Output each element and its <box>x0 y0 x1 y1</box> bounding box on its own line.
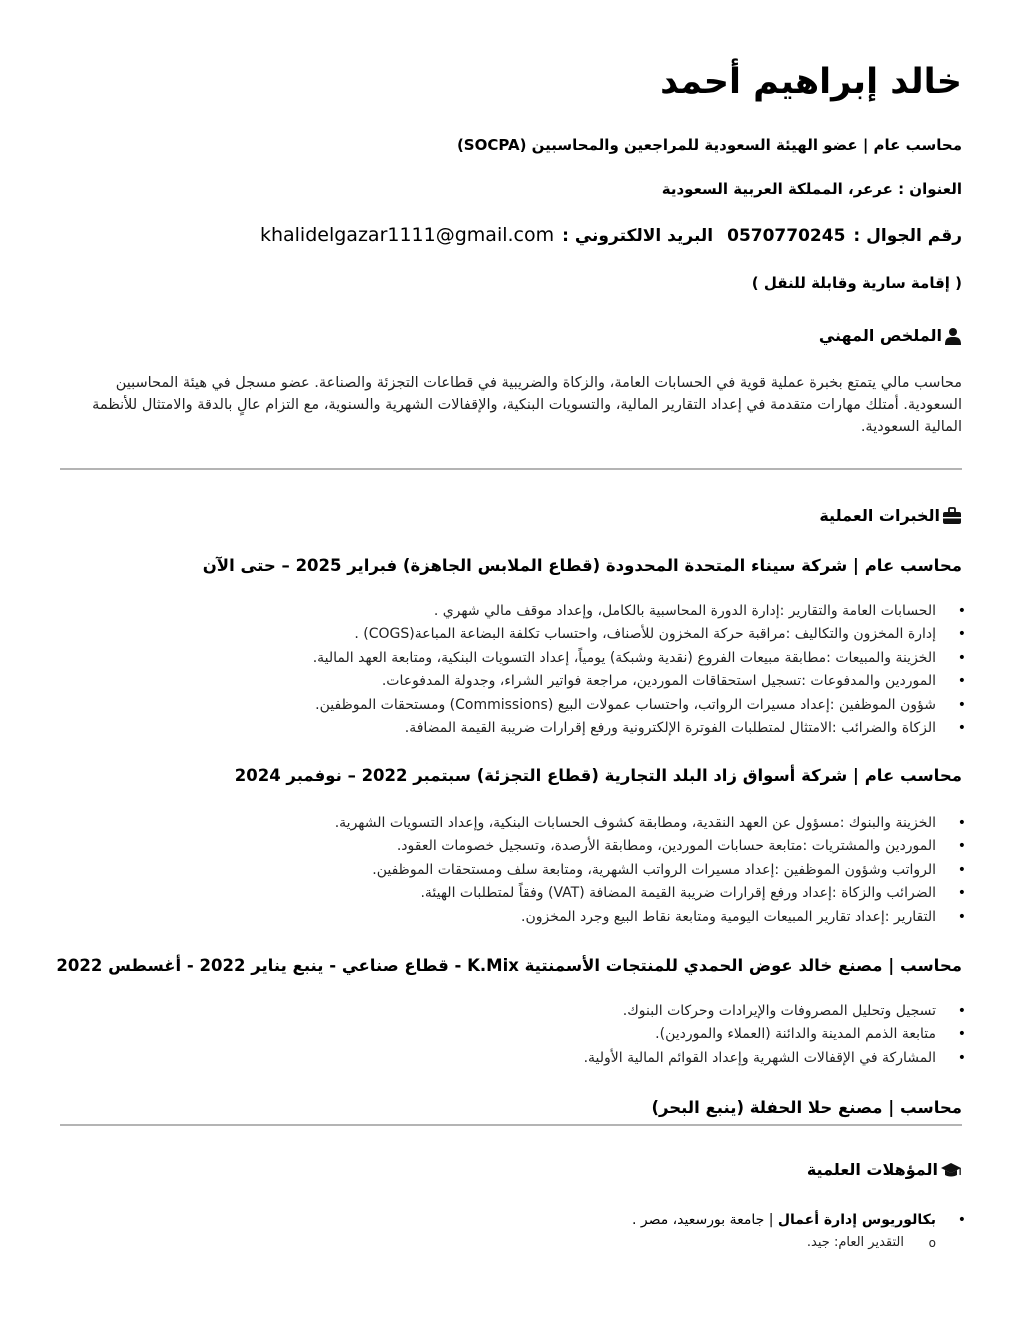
institution: | جامعة بورسعيد، مصر . <box>631 1212 778 1228</box>
briefcase-icon <box>942 507 962 525</box>
grade-item: o التقدير العام: جيد. <box>807 1235 904 1250</box>
list-item: • التقارير :إعداد تقارير المبيعات اليومية ومتابعة نقاط البيع وجرد المخزون. <box>335 906 936 929</box>
phone-number: 0570770245 <box>727 226 846 246</box>
education-heading <box>807 1160 962 1179</box>
degree-item <box>632 1212 936 1228</box>
list-item: • المشاركة في الإقفالات الشهرية وإعداد القوائم المالية الأولية. <box>584 1047 936 1070</box>
job-heading: محاسب | مصنع حلا الحفلة (ينبع البحر) <box>651 1098 962 1117</box>
summary-text: محاسب مالي يتمتع بخبرة عملية قوية في الحسابات العامة، والزكاة والضريبية في قطاعات التجزئة والصناعة. عضو مسجل في هيئة المحاسبين السعودية. أمتلك مهارات متقدمة في إعداد التقارير المالية، والتسويات البنكية، والإقفالات الشهرية والسنوية، مع التزام عالٍ بالدقة والامتثال للأنظمة المالية السعودية. <box>92 375 962 435</box>
title-line: محاسب عام | عضو الهيئة السعودية للمراجعين والمحاسبين (SOCPA) <box>456 136 962 154</box>
email-label: البريد الالكتروني : <box>562 226 714 246</box>
candidate-name: خالد إبراهيم أحمد <box>660 62 962 102</box>
list-item: • الحسابات العامة والتقارير :إدارة الدورة المحاسبية بالكامل، وإعداد موقف مالي شهري . <box>313 600 936 623</box>
person-icon <box>944 327 962 345</box>
list-item: • إدارة المخزون والتكاليف :مراقبة حركة المخزون للأصناف، واحتساب تكلفة البضاعة المباعة(COGS) . <box>313 623 936 646</box>
summary-title: الملخص المهني <box>818 326 942 345</box>
experience-title: الخبرات العملية <box>819 506 940 525</box>
list-item: • الخزينة والمبيعات :مطابقة مبيعات الفروع (نقدية وشبكة) يومياً، إعداد التسويات البنكية، ومتابعة العهد المالية. <box>313 647 936 670</box>
job-heading: محاسب عام | شركة سيناء المتحدة المحدودة (قطاع الملابس الجاهزة) فبراير 2025 – حتى الآن <box>202 556 962 575</box>
education-title: المؤهلات العلمية <box>806 1160 938 1179</box>
summary-heading <box>819 326 962 345</box>
phone-label: رقم الجوال : <box>853 226 962 246</box>
list-item: • الخزينة والبنوك :مسؤول عن العهد النقدية، ومطابقة كشوف الحسابات البنكية، وإعداد التسويات الشهرية. <box>335 812 936 835</box>
job-bullets <box>335 812 936 929</box>
divider <box>60 1124 962 1126</box>
residency-note: ( إقامة سارية وقابلة للنقل ) <box>751 274 962 292</box>
list-item: • الرواتب وشؤون الموظفين :إعداد مسيرات الرواتب الشهرية، ومتابعة سلف ومستحقات الموظفين. <box>335 859 936 882</box>
job-heading: محاسب عام | شركة أسواق زاد البلد التجارية (قطاع التجزئة) سبتمبر 2022 – نوفمبر 2024 <box>234 766 962 785</box>
address-line: العنوان : عرعر، المملكة العربية السعودية <box>661 180 962 198</box>
list-item: • الزكاة والضرائب :الامتثال لمتطلبات الفوترة الإلكترونية ورفع إقرارات ضريبة القيمة المضافة. <box>313 717 936 740</box>
degree-name: بكالوريوس إدارة أعمال <box>777 1212 936 1228</box>
divider <box>60 468 962 470</box>
list-item: • الضرائب والزكاة :إعداد ورفع إقرارات ضريبة القيمة المضافة (VAT) وفقاً لمتطلبات الهيئة. <box>335 882 936 905</box>
list-item: • تسجيل وتحليل المصروفات والإيرادات وحركات البنوك. <box>584 1000 936 1023</box>
experience-heading <box>819 506 962 525</box>
job-bullets <box>313 600 936 740</box>
list-item: • الموردين والمشتريات :متابعة حسابات الموردين، ومطابقة الأرصدة، وتسجيل خصومات العقود. <box>335 835 936 858</box>
email-address: khalidelgazar1111@gmail.com <box>259 224 555 246</box>
list-item: • الموردين والمدفوعات :تسجيل استحقاقات الموردين، مراجعة فواتير الشراء، وجدولة المدفوعات. <box>313 670 936 693</box>
job-bullets <box>584 1000 936 1070</box>
list-item: • متابعة الذمم المدينة والدائنة (العملاء والموردين). <box>584 1023 936 1046</box>
graduation-cap-icon <box>940 1161 962 1179</box>
job-heading: محاسب | مصنع خالد عوض الحمدي للمنتجات الأسمنتية K.Mix - قطاع صناعي - ينبع يناير 2022 - أغسطس 2022 <box>56 956 962 975</box>
list-item: • شؤون الموظفين :إعداد مسيرات الرواتب، واحتساب عمولات البيع (Commissions) ومستحقات الموظفين. <box>313 694 936 717</box>
contact-line <box>260 224 962 246</box>
